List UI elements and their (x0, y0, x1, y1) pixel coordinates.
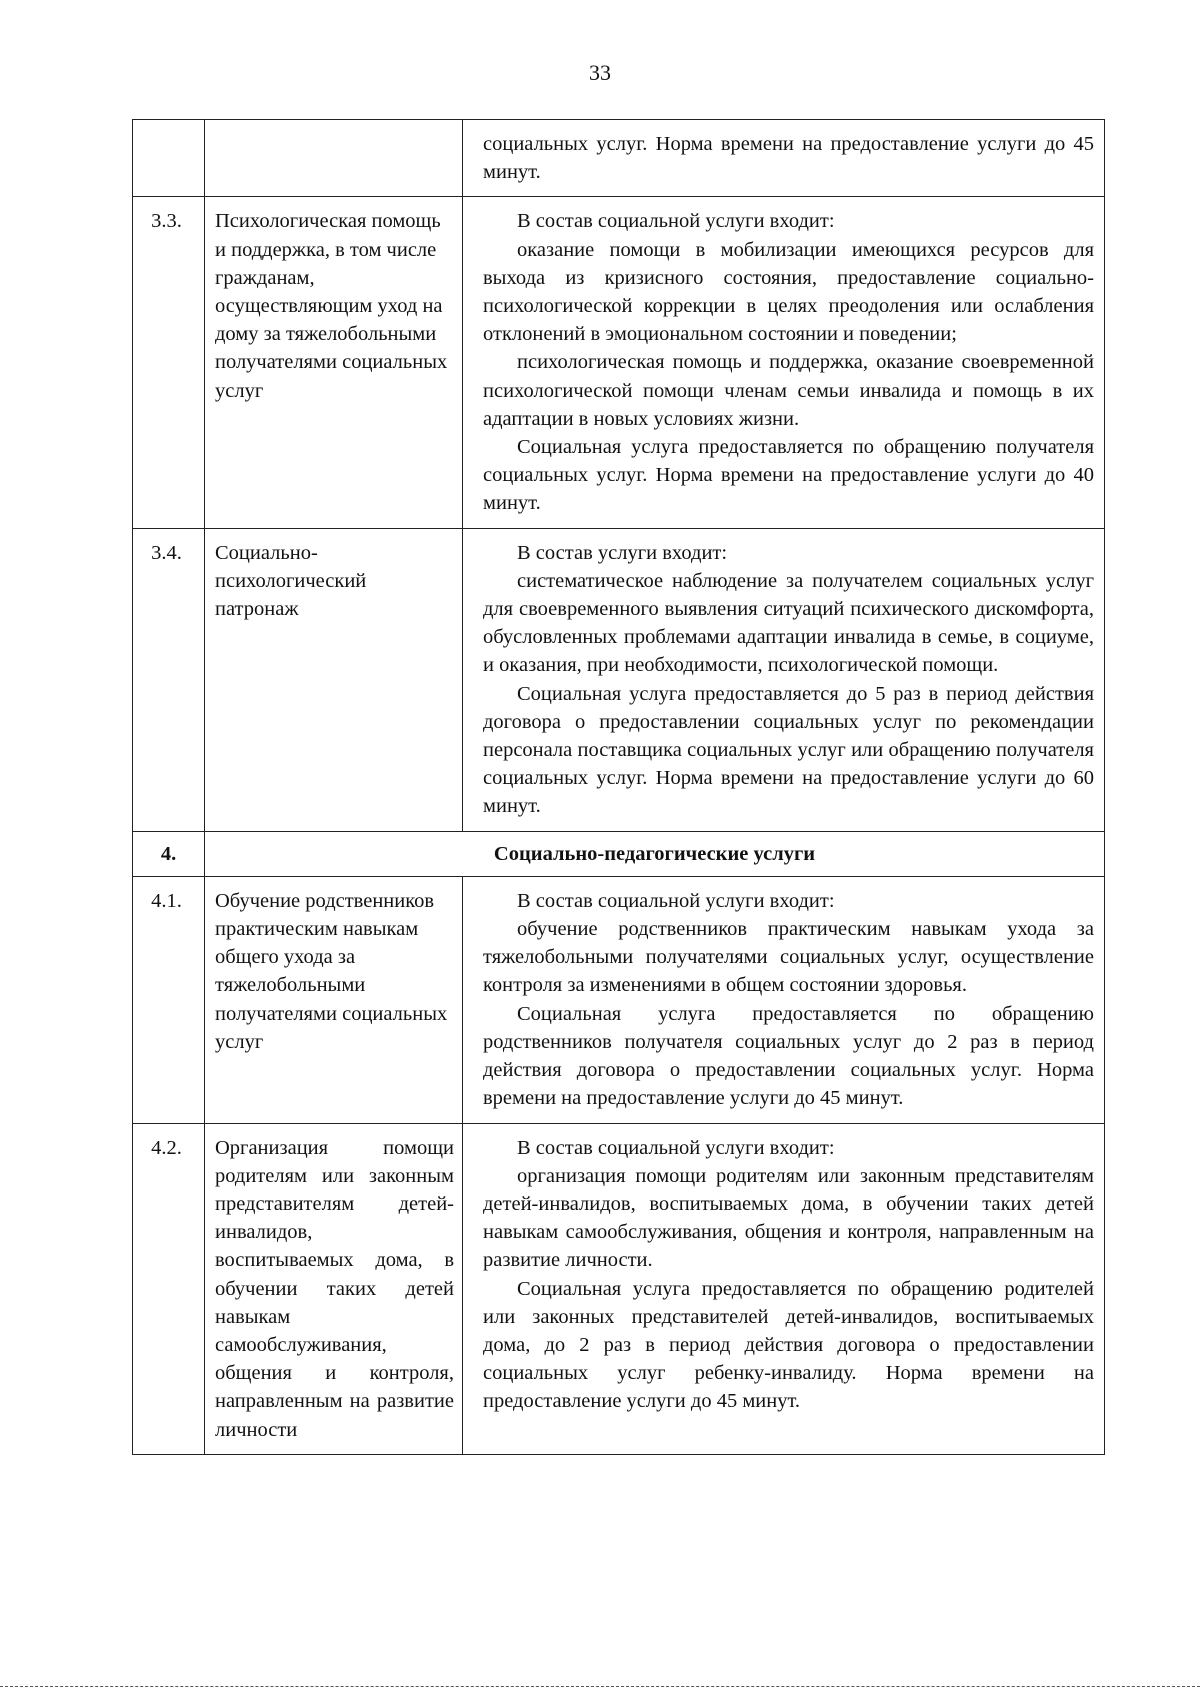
service-number: 3.4. (133, 528, 205, 831)
description-paragraph: Социальная услуга предоставляется по обращению родственников получателя социальных услуг до 2 раз в период действия договора о предоставлении социальных услуг. Норма времени на предоставление услуги до 45 минут. (483, 1002, 1094, 1110)
description-paragraph: социальных услуг. Норма времени на предоставление услуги до 45 минут. (483, 133, 1094, 184)
scan-edge-line (0, 1686, 1200, 1687)
description-paragraph: психологическая помощь и поддержка, оказание своевременной психологической помощи членам семьи инвалида и помощь в их адаптации в новых условиях жизни. (483, 351, 1094, 430)
service-description (463, 528, 1105, 831)
service-description (463, 876, 1105, 1123)
service-number: 3.3. (133, 197, 205, 528)
description-paragraph: систематическое наблюдение за получателем социальных услуг для своевременного выявления ситуаций психического дискомфорта, обусловленных проблемами адаптации инвалида в семье, в социуме, и оказания, при необходимости, психологической помощи. (483, 569, 1094, 677)
service-name: Обучение родственников практическим навыкам общего ухода за тяжелобольными получателями социальных услуг (205, 876, 463, 1123)
service-number: 4.2. (133, 1123, 205, 1454)
name-cell (205, 120, 463, 197)
description-cell (463, 120, 1105, 197)
service-description (463, 197, 1105, 528)
service-name: Социально-психологический патронаж (205, 528, 463, 831)
description-paragraph: Социальная услуга предоставляется по обращению родителей или законных представителей детей-инвалидов, воспитываемых дома, до 2 раз в период действия договора о предоставлении социальных услуг ребенку-инвалиду. Норма времени на предоставление услуги до 45 минут. (483, 1277, 1094, 1413)
description-paragraph: В состав социальной услуги входит: (517, 1136, 835, 1159)
table-row (133, 1123, 1105, 1454)
services-table-body (133, 120, 1105, 1455)
section-title: Социально-педагогические услуги (205, 831, 1105, 876)
services-table (132, 119, 1105, 1455)
table-row (133, 197, 1105, 528)
table-row (133, 528, 1105, 831)
table-row (133, 876, 1105, 1123)
description-paragraph: В состав социальной услуги входит: (517, 889, 835, 912)
description-paragraph: В состав социальной услуги входит: (517, 210, 835, 233)
description-paragraph: обучение родственников практическим навыкам ухода за тяжелобольными получателями социальных услуг, осуществление контроля за изменениями в общем состоянии здоровья. (483, 918, 1094, 997)
description-paragraph: Социальная услуга предоставляется до 5 раз в период действия договора о предоставлении социальных услуг по рекомендации персонала поставщика социальных услуг или обращению получателя социальных услуг. Норма времени на предоставление услуги до 60 минут. (483, 682, 1094, 818)
section-number: 4. (133, 831, 205, 876)
page-number: 33 (589, 60, 611, 85)
description-paragraph: оказание помощи в мобилизации имеющихся ресурсов для выхода из кризисного состояния, предоставление социально-психологической коррекции в целях преодоления или ослабления отклонений в эмоциональном состоянии и поведении; (483, 238, 1094, 346)
section-row (133, 831, 1105, 876)
table-row-continuation (133, 120, 1105, 197)
number-cell (133, 120, 205, 197)
service-name: Психологическая помощь и поддержка, в том числе гражданам, осуществляющим уход на дому за тяжелобольными получателями социальных услуг (205, 197, 463, 528)
description-paragraph: В состав услуги входит: (517, 541, 728, 564)
description-paragraph: Социальная услуга предоставляется по обращению получателя социальных услуг. Норма времени на предоставление услуги до 40 минут. (483, 436, 1094, 515)
service-name: Организация помощи родителям или законным представителям детей-инвалидов, воспитываемых дома, в обучении таких детей навыкам самообслуживания, общения и контроля, направленным на развитие личности (205, 1123, 463, 1454)
service-description (463, 1123, 1105, 1454)
service-number: 4.1. (133, 876, 205, 1123)
description-paragraph: организация помощи родителям или законным представителям детей-инвалидов, воспитываемых дома, в обучении таких детей навыкам самообслуживания, общения и контроля, направленным на развитие личности. (483, 1164, 1094, 1272)
